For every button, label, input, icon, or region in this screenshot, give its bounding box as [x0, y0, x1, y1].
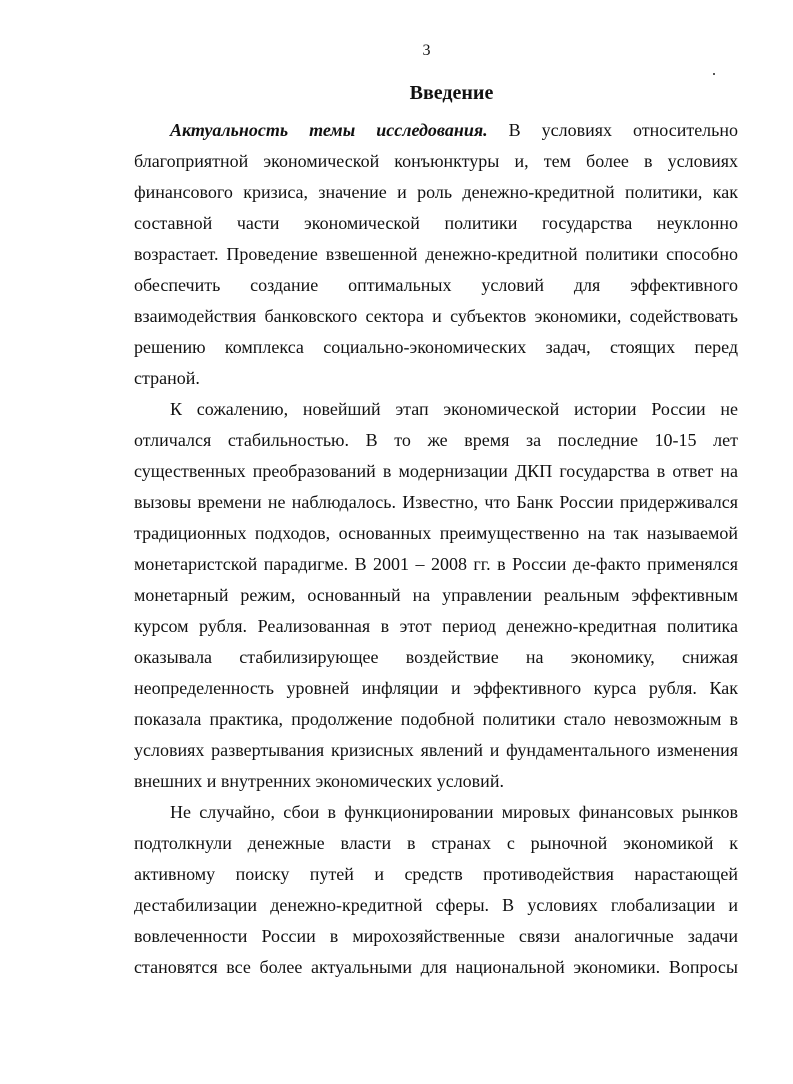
text-line: благоприятной экономической конъюнктуры и, тем более в условиях [134, 151, 738, 171]
text-line: страной. [134, 368, 200, 388]
section-title: Введение [409, 82, 494, 104]
text-line: монетаристской парадигме. В 2001 – 2008 гг. в России де-факто применялся [134, 554, 738, 574]
text-line: существенных преобразований в модернизации ДКП государства в ответ на [134, 461, 738, 481]
text-line: условиях развертывания кризисных явлений и фундаментального изменения [134, 740, 738, 760]
text-line: курсом рубля. Реализованная в этот период денежно-кредитная политика [134, 616, 738, 636]
text-line: отличался стабильностью. В то же время за последние 10-15 лет [134, 430, 738, 450]
text-line: показала практика, продолжение подобной политики стало невозможным в [134, 709, 738, 729]
text-line: традиционных подходов, основанных преимущественно на так называемой [134, 523, 738, 543]
paragraph [134, 394, 738, 797]
page-number: 3 [422, 42, 431, 59]
text-line: монетарный режим, основанный на управлении реальным эффективным [134, 585, 738, 605]
text-line: подтолкнули денежные власти в странах с рыночной экономикой к [134, 833, 738, 853]
text-line: дестабилизации денежно-кредитной сферы. В условиях глобализации и [134, 895, 738, 915]
scan-speck [713, 73, 715, 75]
text-line: финансового кризиса, значение и роль денежно-кредитной политики, как [134, 182, 738, 202]
text-line: неопределенность уровней инфляции и эффективного курса рубля. Как [134, 678, 738, 698]
paragraph [134, 797, 738, 983]
text-line: оказывала стабилизирующее воздействие на экономику, снижая [134, 647, 738, 667]
text-line: вызовы времени не наблюдалось. Известно, что Банк России придерживался [134, 492, 738, 512]
document-body [134, 115, 738, 983]
text-line: решению комплекса социально-экономических задач, стоящих перед [134, 337, 738, 357]
text-line: становятся все более актуальными для национальной экономики. Вопросы [134, 957, 738, 977]
text-line: Актуальность темы исследования. В условиях относительно [170, 120, 739, 140]
text-line: К сожалению, новейший этап экономической истории России не [170, 399, 738, 419]
text-line: составной части экономической политики государства неуклонно [134, 213, 738, 233]
text-line: Не случайно, сбои в функционировании мировых финансовых рынков [170, 802, 738, 822]
text-line: возрастает. Проведение взвешенной денежно-кредитной политики способно [134, 244, 738, 264]
text-line: вовлеченности России в мирохозяйственные связи аналогичные задачи [134, 926, 738, 946]
text-line: активному поиску путей и средств противодействия нарастающей [134, 864, 738, 884]
lead-phrase: Актуальность темы исследования. [170, 120, 488, 140]
text-line: взаимодействия банковского сектора и субъектов экономики, содействовать [134, 306, 738, 326]
paragraph [134, 115, 738, 394]
text-line: внешних и внутренних экономических условий. [134, 771, 504, 791]
text-line: обеспечить создание оптимальных условий для эффективного [134, 275, 738, 295]
